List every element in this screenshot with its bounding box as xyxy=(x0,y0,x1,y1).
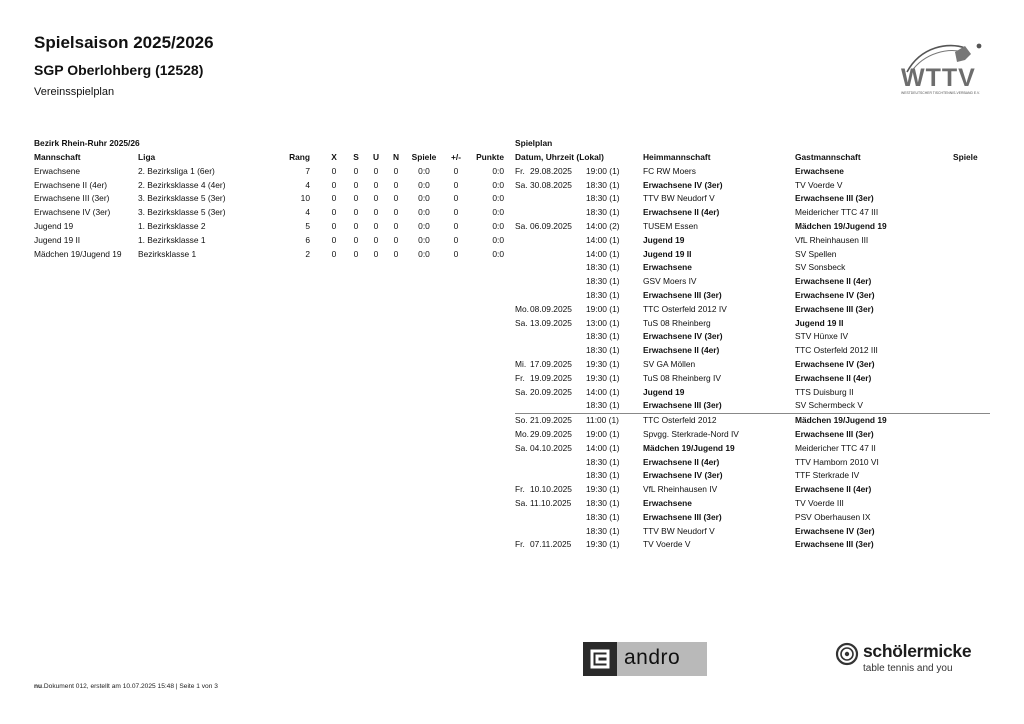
match-date: 07.11.2025 xyxy=(530,539,572,550)
standings-cell-games: 0:0 xyxy=(418,234,430,245)
match-guest: STV Hünxe IV xyxy=(795,331,849,342)
standings-cell-games: 0:0 xyxy=(418,179,430,190)
standings-cell-league: 3. Bezirksklasse 5 (3er) xyxy=(138,207,226,218)
match-date: 20.09.2025 xyxy=(530,386,572,397)
standings-header-row xyxy=(34,151,504,165)
page-title: Spielsaison 2025/2026 xyxy=(34,33,214,52)
match-row xyxy=(515,525,990,539)
col-team: Mannschaft xyxy=(34,152,81,162)
match-guest: Meidericher TTC 47 III xyxy=(795,207,879,218)
standings-cell-s: 0 xyxy=(353,220,359,231)
match-guest: TTF Sterkrade IV xyxy=(795,470,860,481)
match-home: Erwachsene II (4er) xyxy=(643,456,720,467)
match-row xyxy=(515,469,990,483)
standings-cell-x: 0 xyxy=(331,220,337,231)
match-time: 18:30 (1) xyxy=(586,345,620,356)
standings-cell-points: 0:0 xyxy=(492,165,504,176)
match-row xyxy=(515,358,990,372)
standings-cell-diff: 0 xyxy=(453,179,459,190)
match-date: 30.08.2025 xyxy=(530,179,572,190)
match-day: Fr. xyxy=(515,372,525,383)
match-home: FC RW Moers xyxy=(643,165,696,176)
match-time: 19:30 (1) xyxy=(586,539,620,550)
match-row xyxy=(515,179,990,193)
match-row xyxy=(515,165,990,179)
match-home: Mädchen 19/Jugend 19 xyxy=(643,442,735,453)
match-time: 18:30 (1) xyxy=(586,193,620,204)
match-row xyxy=(515,261,990,275)
col-diff: +/- xyxy=(450,152,461,162)
standings-cell-n: 0 xyxy=(393,165,399,176)
match-guest: Erwachsene IV (3er) xyxy=(795,289,875,300)
standings-cell-league: 1. Bezirksklasse 1 xyxy=(138,234,206,245)
standings-cell-x: 0 xyxy=(331,248,337,259)
col-rang: Rang xyxy=(289,152,310,162)
standings-cell-rang: 2 xyxy=(305,248,310,259)
match-time: 19:00 (1) xyxy=(586,165,620,176)
match-day: Sa. xyxy=(515,220,528,231)
standings-cell-diff: 0 xyxy=(453,193,459,204)
match-time: 14:00 (1) xyxy=(586,234,620,245)
standings-cell-points: 0:0 xyxy=(492,179,504,190)
col-u: U xyxy=(372,152,380,162)
col-date: Datum, Uhrzeit (Lokal) xyxy=(515,152,604,162)
match-home: TuS 08 Rheinberg xyxy=(643,317,711,328)
match-time: 18:30 (1) xyxy=(586,179,620,190)
match-home: Erwachsene IV (3er) xyxy=(643,179,723,190)
standings-row xyxy=(34,234,504,248)
match-guest: SV Spellen xyxy=(795,248,837,259)
match-row xyxy=(515,220,990,234)
match-home: TTC Osterfeld 2012 IV xyxy=(643,303,727,314)
match-day: Sa. xyxy=(515,442,528,453)
match-row xyxy=(515,248,990,262)
match-guest: PSV Oberhausen IX xyxy=(795,511,871,522)
standings-cell-s: 0 xyxy=(353,193,359,204)
standings-cell-games: 0:0 xyxy=(418,165,430,176)
standings-cell-games: 0:0 xyxy=(418,248,430,259)
match-day: Sa. xyxy=(515,317,528,328)
standings-cell-rang: 7 xyxy=(305,165,310,176)
footer-brand: nu xyxy=(34,683,43,690)
col-n: N xyxy=(392,152,400,162)
standings-cell-diff: 0 xyxy=(453,220,459,231)
match-time: 18:30 (1) xyxy=(586,497,620,508)
standings-cell-team: Jugend 19 xyxy=(34,220,74,231)
schoeler-micke-mark-icon xyxy=(835,642,859,666)
standings-cell-x: 0 xyxy=(331,179,337,190)
standings-cell-s: 0 xyxy=(353,179,359,190)
standings-cell-games: 0:0 xyxy=(418,193,430,204)
standings-cell-n: 0 xyxy=(393,248,399,259)
footer xyxy=(34,683,218,690)
match-home: Erwachsene IV (3er) xyxy=(643,470,723,481)
match-time: 14:00 (1) xyxy=(586,442,620,453)
match-guest: Erwachsene III (3er) xyxy=(795,193,874,204)
standings-cell-team: Erwachsene xyxy=(34,165,81,176)
match-date: 29.08.2025 xyxy=(530,165,572,176)
club-name: SGP Oberlohberg (12528) xyxy=(34,62,204,78)
match-row xyxy=(515,206,990,220)
match-date: 08.09.2025 xyxy=(530,303,572,314)
standings-cell-n: 0 xyxy=(393,207,399,218)
standings-cell-team: Erwachsene II (4er) xyxy=(34,179,108,190)
match-guest: Mädchen 19/Jugend 19 xyxy=(795,415,887,426)
match-row xyxy=(515,511,990,525)
match-time: 14:00 (2) xyxy=(586,220,620,231)
match-row xyxy=(515,344,990,358)
match-date: 21.09.2025 xyxy=(530,415,572,426)
standings-cell-points: 0:0 xyxy=(492,207,504,218)
match-guest: Erwachsene III (3er) xyxy=(795,428,874,439)
match-home: Jugend 19 II xyxy=(643,248,692,259)
andro-logo xyxy=(583,642,707,676)
match-date: 13.09.2025 xyxy=(530,317,572,328)
match-home: VfL Rheinhausen IV xyxy=(643,484,718,495)
standings-cell-s: 0 xyxy=(353,165,359,176)
match-home: Jugend 19 xyxy=(643,386,685,397)
match-day: Fr. xyxy=(515,484,525,495)
standings-cell-n: 0 xyxy=(393,220,399,231)
match-time: 19:00 (1) xyxy=(586,428,620,439)
standings-cell-u: 0 xyxy=(373,179,379,190)
match-guest: Erwachsene II (4er) xyxy=(795,372,872,383)
match-day: Mo. xyxy=(515,428,529,439)
col-guest: Gastmannschaft xyxy=(795,152,861,162)
footer-text: .Dokument 012, erstellt am 10.07.2025 15:48 | Seite 1 von 3 xyxy=(42,683,218,690)
match-home: Erwachsene II (4er) xyxy=(643,207,720,218)
match-guest: TV Voerde V xyxy=(795,179,843,190)
match-date: 11.10.2025 xyxy=(530,497,572,508)
match-row xyxy=(515,483,990,497)
match-row xyxy=(515,317,990,331)
match-day: Mi. xyxy=(515,358,527,369)
match-date: 29.09.2025 xyxy=(530,428,572,439)
standings-cell-diff: 0 xyxy=(453,234,459,245)
match-home: Erwachsene xyxy=(643,497,692,508)
andro-mark-icon xyxy=(583,642,617,676)
match-time: 14:00 (1) xyxy=(586,386,620,397)
standings-title: Bezirk Rhein-Ruhr 2025/26 xyxy=(34,138,140,148)
match-guest: TTC Osterfeld 2012 III xyxy=(795,345,878,356)
match-time: 13:00 (1) xyxy=(586,317,620,328)
schedule-table xyxy=(515,151,990,552)
match-date: 06.09.2025 xyxy=(530,220,572,231)
match-guest: Mädchen 19/Jugend 19 xyxy=(795,220,887,231)
match-row xyxy=(515,192,990,206)
standings-cell-u: 0 xyxy=(373,207,379,218)
match-row xyxy=(515,234,990,248)
schoeler-micke-tagline: table tennis and you xyxy=(863,663,953,674)
match-guest: Erwachsene III (3er) xyxy=(795,303,874,314)
match-guest: Jugend 19 II xyxy=(795,317,844,328)
standings-cell-league: 2. Bezirksliga 1 (6er) xyxy=(138,165,215,176)
standings-cell-diff: 0 xyxy=(453,248,459,259)
match-home: Spvgg. Sterkrade-Nord IV xyxy=(643,428,739,439)
match-home: Erwachsene III (3er) xyxy=(643,400,722,411)
schedule-header-row xyxy=(515,151,990,165)
standings-cell-rang: 10 xyxy=(300,193,310,204)
match-home: GSV Moers IV xyxy=(643,276,697,287)
match-row xyxy=(515,330,990,344)
match-time: 18:30 (1) xyxy=(586,400,620,411)
match-guest: TV Voerde III xyxy=(795,497,844,508)
standings-row xyxy=(34,248,504,262)
standings-row xyxy=(34,206,504,220)
match-guest: Erwachsene IV (3er) xyxy=(795,358,875,369)
standings-row xyxy=(34,165,504,179)
standings-cell-u: 0 xyxy=(373,193,379,204)
standings-cell-rang: 4 xyxy=(305,207,310,218)
match-row xyxy=(515,303,990,317)
standings-cell-league: 1. Bezirksklasse 2 xyxy=(138,220,206,231)
match-time: 18:30 (1) xyxy=(586,276,620,287)
wttv-logo-text: WTTV xyxy=(901,64,976,92)
standings-cell-s: 0 xyxy=(353,234,359,245)
match-guest: Meidericher TTC 47 II xyxy=(795,442,876,453)
standings-table xyxy=(34,151,504,261)
schedule-title: Spielplan xyxy=(515,138,553,148)
match-date: 19.09.2025 xyxy=(530,372,572,383)
match-guest: SV Schermbeck V xyxy=(795,400,863,411)
match-home: TV Voerde V xyxy=(643,539,691,550)
match-row xyxy=(515,386,990,400)
match-time: 19:30 (1) xyxy=(586,372,620,383)
match-row xyxy=(515,275,990,289)
match-time: 18:30 (1) xyxy=(586,525,620,536)
standings-cell-u: 0 xyxy=(373,234,379,245)
match-date: 10.10.2025 xyxy=(530,484,572,495)
match-row xyxy=(515,538,990,552)
match-time: 19:00 (1) xyxy=(586,303,620,314)
document-subtitle: Vereinsspielplan xyxy=(34,86,115,98)
standings-cell-x: 0 xyxy=(331,234,337,245)
match-time: 14:00 (1) xyxy=(586,248,620,259)
standings-cell-team: Erwachsene III (3er) xyxy=(34,193,110,204)
match-row xyxy=(515,497,990,511)
standings-cell-league: Bezirksklasse 1 xyxy=(138,248,197,259)
match-row xyxy=(515,372,990,386)
col-home: Heimmannschaft xyxy=(643,152,711,162)
match-day: Fr. xyxy=(515,539,525,550)
standings-row xyxy=(34,220,504,234)
standings-cell-points: 0:0 xyxy=(492,248,504,259)
col-league: Liga xyxy=(138,152,156,162)
match-day: So. xyxy=(515,415,528,426)
standings-cell-points: 0:0 xyxy=(492,234,504,245)
match-day: Fr. xyxy=(515,165,525,176)
match-home: Erwachsene II (4er) xyxy=(643,345,720,356)
match-home: Erwachsene xyxy=(643,262,692,273)
match-guest: TTS Duisburg II xyxy=(795,386,854,397)
match-row xyxy=(515,428,990,442)
col-match-games: Spiele xyxy=(953,152,978,162)
match-row xyxy=(515,399,990,413)
standings-cell-u: 0 xyxy=(373,220,379,231)
standings-cell-diff: 0 xyxy=(453,165,459,176)
match-time: 18:30 (1) xyxy=(586,289,620,300)
match-time: 11:00 (1) xyxy=(586,415,619,426)
standings-cell-team: Erwachsene IV (3er) xyxy=(34,207,111,218)
match-home: TTC Osterfeld 2012 xyxy=(643,415,717,426)
match-time: 18:30 (1) xyxy=(586,470,620,481)
match-date: 17.09.2025 xyxy=(530,358,572,369)
match-home: TTV BW Neudorf V xyxy=(643,525,715,536)
match-home: TTV BW Neudorf V xyxy=(643,193,715,204)
match-home: TuS 08 Rheinberg IV xyxy=(643,372,721,383)
standings-row xyxy=(34,192,504,206)
standings-cell-x: 0 xyxy=(331,207,337,218)
standings-cell-u: 0 xyxy=(373,248,379,259)
match-guest: Erwachsene IV (3er) xyxy=(795,525,875,536)
col-games: Spiele xyxy=(411,152,437,162)
match-guest: VfL Rheinhausen III xyxy=(795,234,869,245)
col-s: S xyxy=(353,152,359,162)
schoeler-micke-wordmark: schölermicke xyxy=(863,641,972,661)
match-time: 19:30 (1) xyxy=(586,358,620,369)
match-home: Jugend 19 xyxy=(643,234,685,245)
standings-cell-n: 0 xyxy=(393,179,399,190)
match-row xyxy=(515,442,990,456)
standings-cell-n: 0 xyxy=(393,193,399,204)
match-row xyxy=(515,414,990,428)
match-time: 18:30 (1) xyxy=(586,456,620,467)
col-points: Punkte xyxy=(476,152,504,162)
match-guest: Erwachsene II (4er) xyxy=(795,276,872,287)
match-guest: Erwachsene II (4er) xyxy=(795,484,872,495)
wttv-logo xyxy=(893,40,993,102)
standings-cell-league: 2. Bezirksklasse 4 (4er) xyxy=(138,179,226,190)
match-row xyxy=(515,456,990,470)
standings-cell-u: 0 xyxy=(373,165,379,176)
match-guest: Erwachsene xyxy=(795,165,844,176)
match-home: SV GA Möllen xyxy=(643,358,696,369)
match-guest: TTV Hamborn 2010 VI xyxy=(795,456,879,467)
standings-cell-n: 0 xyxy=(393,234,399,245)
standings-cell-team: Jugend 19 II xyxy=(34,234,81,245)
match-home: Erwachsene III (3er) xyxy=(643,289,722,300)
standings-cell-diff: 0 xyxy=(453,207,459,218)
standings-cell-rang: 4 xyxy=(305,179,310,190)
standings-cell-games: 0:0 xyxy=(418,207,430,218)
standings-cell-team: Mädchen 19/Jugend 19 xyxy=(34,248,122,259)
match-home: TUSEM Essen xyxy=(643,220,698,231)
standings-cell-rang: 5 xyxy=(305,220,310,231)
match-time: 18:30 (1) xyxy=(586,207,620,218)
match-row xyxy=(515,289,990,303)
col-x: X xyxy=(331,152,337,162)
match-home: Erwachsene IV (3er) xyxy=(643,331,723,342)
match-day: Sa. xyxy=(515,179,528,190)
match-day: Sa. xyxy=(515,497,528,508)
match-time: 18:30 (1) xyxy=(586,511,620,522)
wttv-logo-caption: WESTDEUTSCHER TISCHTENNIS-VERBAND E.V. xyxy=(901,91,980,95)
standings-cell-games: 0:0 xyxy=(418,220,430,231)
standings-cell-league: 3. Bezirksklasse 5 (3er) xyxy=(138,193,226,204)
standings-cell-points: 0:0 xyxy=(492,220,504,231)
standings-cell-x: 0 xyxy=(331,193,337,204)
match-home: Erwachsene III (3er) xyxy=(643,511,722,522)
match-guest: Erwachsene III (3er) xyxy=(795,539,874,550)
standings-cell-s: 0 xyxy=(353,248,359,259)
match-time: 18:30 (1) xyxy=(586,331,620,342)
match-day: Sa. xyxy=(515,386,528,397)
match-guest: SV Sonsbeck xyxy=(795,262,846,273)
standings-cell-s: 0 xyxy=(353,207,359,218)
standings-cell-points: 0:0 xyxy=(492,193,504,204)
andro-wordmark: andro xyxy=(624,646,681,669)
standings-cell-rang: 6 xyxy=(305,234,310,245)
match-time: 19:30 (1) xyxy=(586,484,620,495)
match-day: Mo. xyxy=(515,303,529,314)
standings-cell-x: 0 xyxy=(331,165,337,176)
schoeler-micke-logo xyxy=(835,640,1010,680)
match-date: 04.10.2025 xyxy=(530,442,572,453)
standings-row xyxy=(34,179,504,193)
match-time: 18:30 (1) xyxy=(586,262,620,273)
